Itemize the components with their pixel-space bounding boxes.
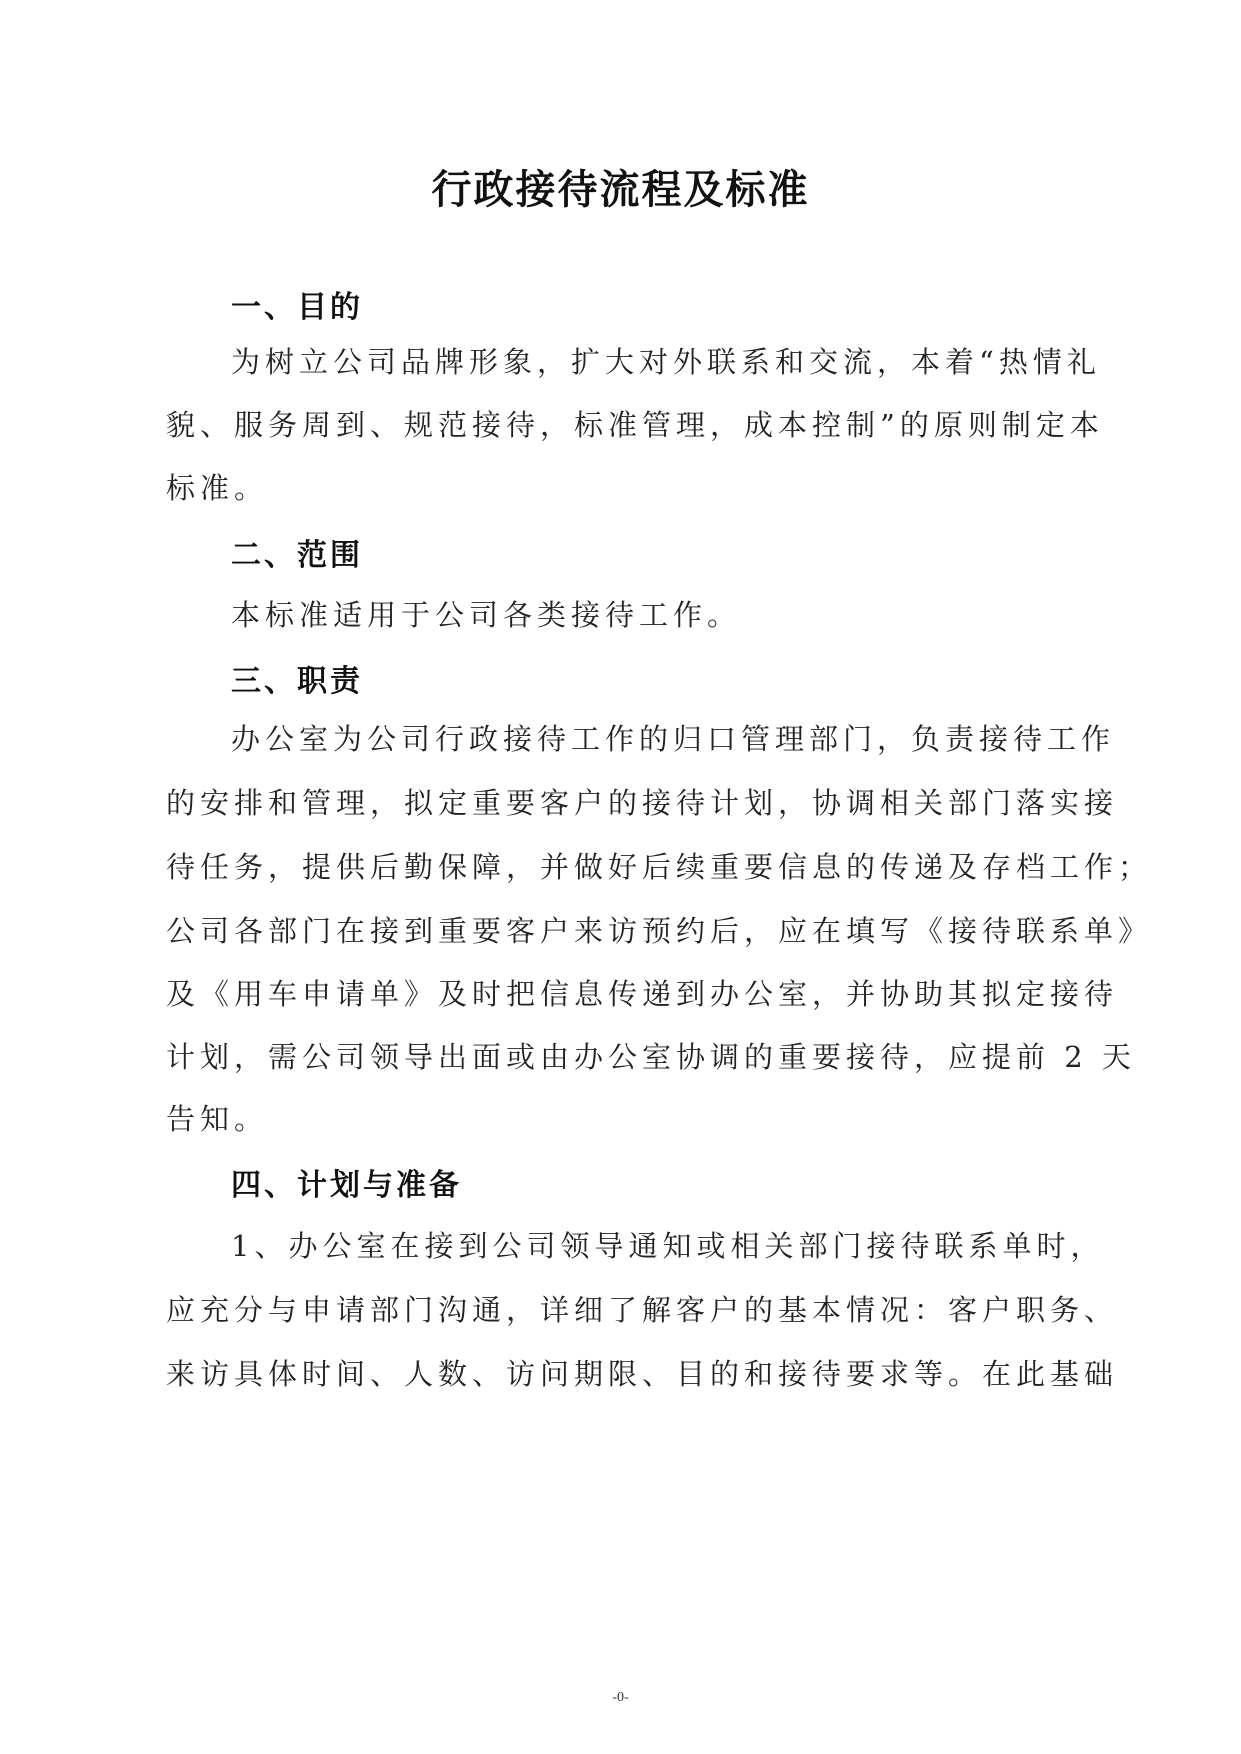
paragraph-line: 办公室为公司行政接待工作的归口管理部门，负责接待工作	[231, 722, 1116, 756]
section-heading-purpose: 一、目的	[231, 290, 363, 325]
section-heading-planning: 四、计划与准备	[231, 1168, 462, 1203]
paragraph-line: 待任务，提供后勤保障，并做好后续重要信息的传递及存档工作；	[166, 850, 1153, 884]
paragraph-line: 1、办公室在接到公司领导通知或相关部门接待联系单时，	[231, 1229, 1105, 1263]
paragraph-line: 应充分与申请部门沟通，详细了解客户的基本情况：客户职务、	[166, 1293, 1119, 1327]
section-heading-scope: 二、范围	[231, 538, 363, 573]
section-heading-responsibilities: 三、职责	[231, 664, 363, 699]
paragraph-line: 貌、服务周到、规范接待，标准管理，成本控制”的原则制定本	[166, 408, 1104, 442]
paragraph-line: 来访具体时间、人数、访问期限、目的和接待要求等。在此基础	[166, 1357, 1119, 1391]
paragraph-line: 及《用车申请单》及时把信息传递到办公室，并协助其拟定接待	[166, 977, 1119, 1011]
paragraph-line: 标准。	[166, 471, 269, 505]
paragraph-line: 为树立公司品牌形象，扩大对外联系和交流，本着“热情礼	[231, 345, 1101, 379]
paragraph-line: 告知。	[166, 1102, 269, 1136]
page-number: -0-	[612, 1690, 629, 1705]
document-title: 行政接待流程及标准	[431, 167, 810, 213]
paragraph-line: 本标准适用于公司各类接待工作。	[231, 598, 742, 632]
paragraph-line: 公司各部门在接到重要客户来访预约后，应在填写《接待联系单》	[166, 914, 1153, 948]
paragraph-line: 计划，需公司领导出面或由办公室协调的重要接待，应提前 2 天	[166, 1040, 1136, 1074]
paragraph-line: 的安排和管理，拟定重要客户的接待计划，协调相关部门落实接	[166, 786, 1119, 820]
